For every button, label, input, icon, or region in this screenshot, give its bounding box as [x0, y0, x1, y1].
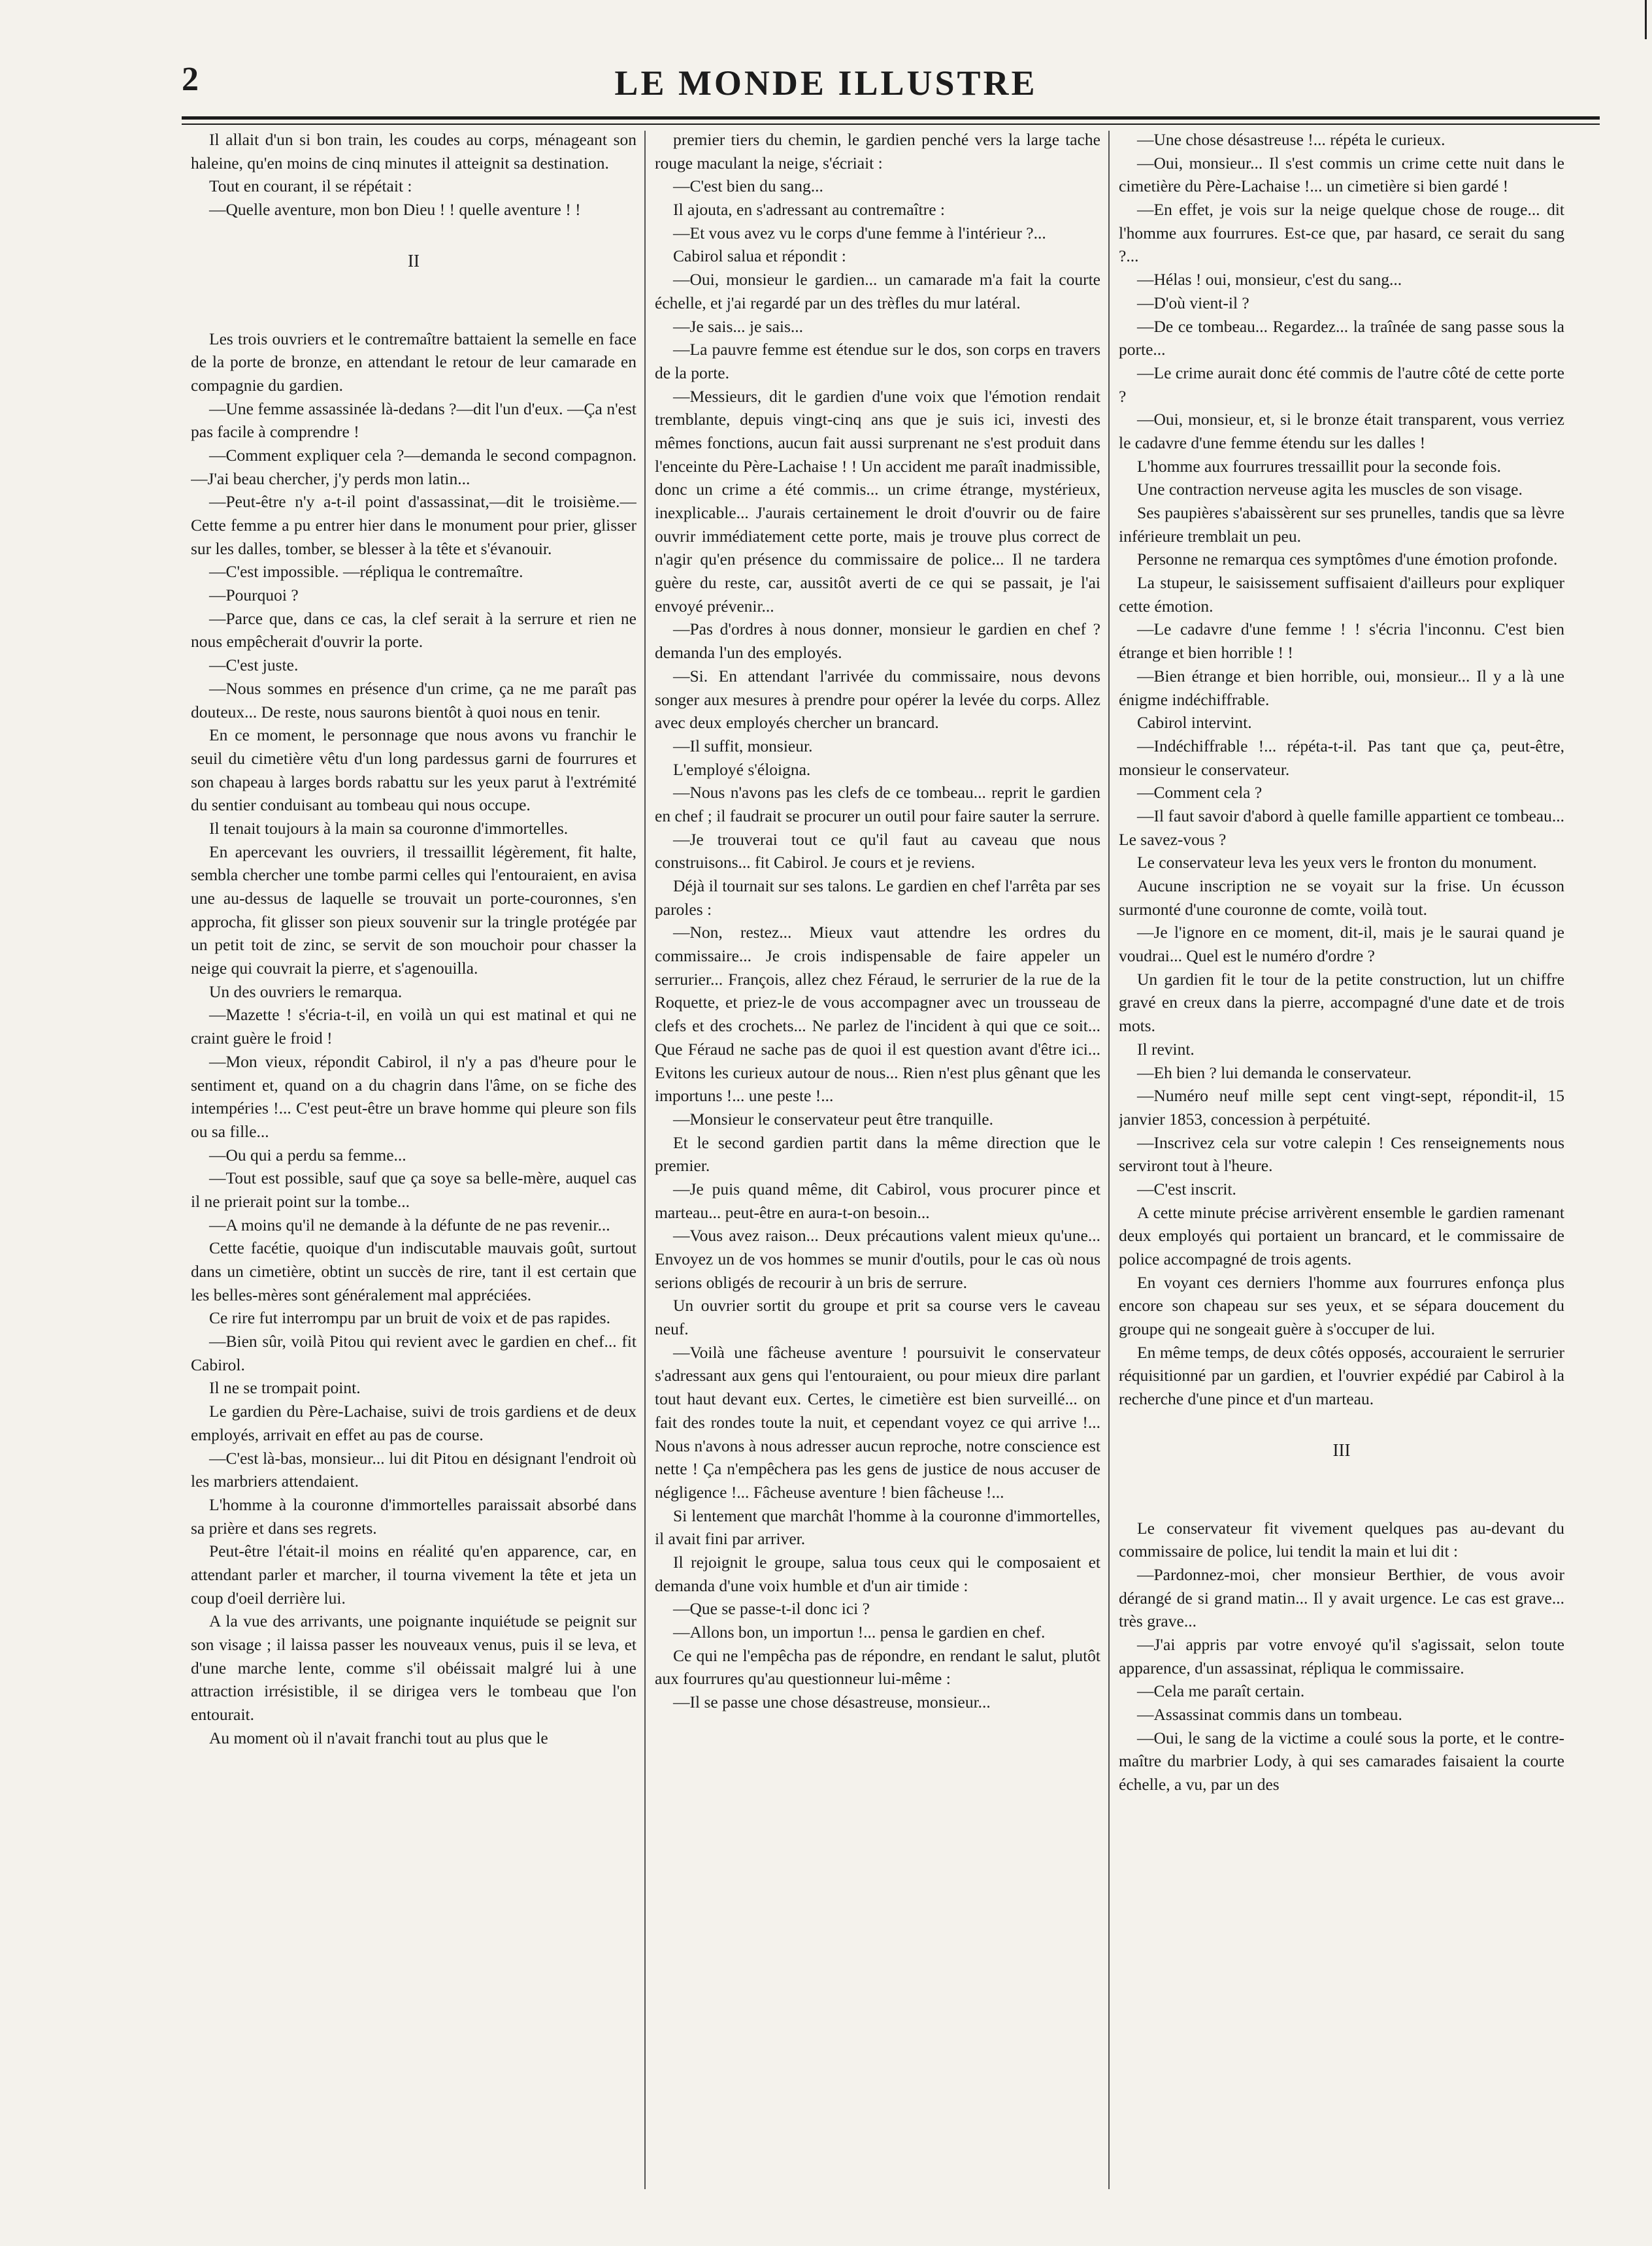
paragraph: —Comment expliquer cela ?—demanda le second compagnon.—J'ai beau chercher, j'y perds mon latin... [191, 445, 636, 488]
paragraph: —Si. En attendant l'arrivée du commissaire, nous devons songer aux mesures à prendre pour opérer la levée du corps. Allez avec deux employés chercher un brancard. [655, 666, 1100, 733]
paragraph: —C'est impossible. —répliqua le contremaître. [209, 562, 523, 582]
paragraph: —Oui, monsieur le gardien... un camarade m'a fait la courte échelle, et j'ai regardé par un des trèfles du mur latéral. [655, 270, 1100, 312]
paragraph: —En effet, je vois sur la neige quelque chose de rouge... dit l'homme aux fourrures. Est-ce que, par hasard, ce serait du sang ?... [1119, 200, 1564, 266]
paragraph: —Pardonnez-moi, cher monsieur Berthier, de vous avoir dérangé de si grand matin... Il y avait urgence. Le cas est grave... très grave... [1119, 1564, 1564, 1631]
paragraph: —Inscrivez cela sur votre calepin ! Ces renseignements nous serviront tout à l'heure. [1119, 1132, 1564, 1176]
section-heading: III [1332, 1440, 1351, 1460]
paragraph: Un ouvrier sortit du groupe et prit sa course vers le caveau neuf. [655, 1296, 1100, 1339]
paragraph: Cabirol salua et répondit : [673, 246, 846, 266]
paragraph: —Eh bien ? lui demanda le conservateur. [1137, 1063, 1412, 1082]
paragraph: —Le cadavre d'une femme ! ! s'écria l'inconnu. C'est bien étrange et bien horrible ! ! [1119, 619, 1564, 663]
page-edge-mark [1625, 0, 1647, 39]
paragraph: —Mon vieux, répondit Cabirol, il n'y a pas d'heure pour le sentiment et, quand on a du chagrin dans l'âme, on se fiche des intempéries !... C'est peut-être un brave homme qui pleure son fils ou sa fille... [191, 1051, 636, 1141]
paragraph: L'homme aux fourrures tressaillit pour la seconde fois. [1137, 456, 1501, 476]
paragraph: L'homme à la couronne d'immortelles paraissait absorbé dans sa prière et dans ses regrets. [191, 1495, 636, 1538]
paragraph: Si lentement que marchât l'homme à la couronne d'immortelles, il avait fini par arriver. [655, 1506, 1100, 1549]
paragraph: La stupeur, le saisissement suffisaient d'ailleurs pour expliquer cette émotion. [1119, 573, 1564, 616]
paragraph: —Nous sommes en présence d'un crime, ça ne me paraît pas douteux... De reste, nous saurons bientôt à quoi nous en tenir. [191, 678, 636, 721]
paragraph: —La pauvre femme est étendue sur le dos, son corps en travers de la porte. [655, 340, 1100, 382]
paragraph: Au moment où il n'avait franchi tout au plus que le [209, 1728, 548, 1747]
paragraph: —Vous avez raison... Deux précautions valent mieux qu'une... Envoyez un de vos hommes se munir d'outils, pour le cas où nous serions obligés de recourir à un bris de serrure. [655, 1226, 1100, 1292]
paragraph: Il ne se trompait point. [209, 1378, 361, 1398]
paragraph: —Une chose désastreuse !... répéta le curieux. [1137, 130, 1446, 149]
paragraph: —Je l'ignore en ce moment, dit-il, mais je le saurai quand je voudrai... Quel est le numéro d'ordre ? [1119, 923, 1564, 966]
paragraph: Déjà il tournait sur ses talons. Le gardien en chef l'arrêta par ses paroles : [655, 876, 1100, 919]
paragraph: —Oui, monsieur... Il s'est commis un crime cette nuit dans le cimetière du Père-Lachaise !... un cimetière si bien gardé ! [1119, 153, 1564, 196]
paragraph: En voyant ces derniers l'homme aux fourrures enfonça plus encore son chapeau sur ses yeux, et se sépara doucement du groupe qui ne songeait guère à s'occuper de lui. [1119, 1272, 1564, 1339]
paragraph: —Je sais... je sais... [673, 316, 804, 336]
page-number: 2 [182, 61, 199, 98]
paragraph: —Il se passe une chose désastreuse, monsieur... [673, 1693, 991, 1712]
paragraph: Le conservateur fit vivement quelques pas au-devant du commissaire de police, lui tendit la main et lui dit : [1119, 1518, 1564, 1561]
paragraph: Il revint. [1137, 1039, 1195, 1059]
paragraph: —A moins qu'il ne demande à la défunte de ne pas revenir... [209, 1215, 610, 1234]
paragraph: Ses paupières s'abaissèrent sur ses prunelles, tandis que sa lèvre inférieure tremblait un peu. [1119, 503, 1564, 546]
paragraph: Et le second gardien partit dans la même direction que le premier. [655, 1132, 1100, 1176]
paragraph: —D'où vient-il ? [1137, 293, 1249, 312]
paragraph: —Bien étrange et bien horrible, oui, monsieur... Il y a là une énigme indéchiffrable. [1119, 666, 1564, 709]
paragraph: —Peut-être n'y a-t-il point d'assassinat,—dit le troisième.—Cette femme a pu entrer hier dans le monument pour prier, glisser sur les dalles, tomber, se blesser à la tête et s'évanouir. [191, 492, 636, 558]
paragraph: —Je puis quand même, dit Cabirol, vous procurer pince et marteau... peut-être en aura-t-on besoin... [655, 1179, 1100, 1222]
paragraph: —Allons bon, un importun !... pensa le gardien en chef. [673, 1623, 1046, 1642]
paragraph: —Parce que, dans ce cas, la clef serait à la serrure et rien ne nous empêcherait d'ouvrir la porte. [191, 608, 636, 652]
paragraph: —Mazette ! s'écria-t-il, en voilà un qui est matinal et qui ne craint guère le froid ! [191, 1005, 636, 1048]
column-divider [1108, 131, 1110, 2189]
paragraph: —Cela me paraît certain. [1137, 1681, 1305, 1701]
paragraph: Le conservateur leva les yeux vers le fronton du monument. [1137, 853, 1537, 872]
paragraph: A la vue des arrivants, une poignante inquiétude se peignit sur son visage ; il laissa passer les nouveaux venus, puis il se leva, et d'une marche lente, comme s'il obéissait malgré lui à une attraction irrésistible, il se dirigea vers le tombeau que l'on entourait. [191, 1611, 636, 1725]
text-column-2 [655, 128, 1100, 2206]
paragraph: Il rejoignit le groupe, salua tous ceux qui le composaient et demanda d'une voix humble et d'un air timide : [655, 1552, 1100, 1595]
paragraph: —Quelle aventure, mon bon Dieu ! ! quelle aventure ! ! [209, 200, 581, 220]
paragraph: Il allait d'un si bon train, les coudes au corps, ménageant son haleine, qu'en moins de cinq minutes il atteignit sa destination. [191, 130, 636, 173]
paragraph: —C'est là-bas, monsieur... lui dit Pitou en désignant l'endroit où les marbriers attendaient. [191, 1448, 636, 1491]
paragraph: —De ce tombeau... Regardez... la traînée de sang passe sous la porte... [1119, 316, 1564, 359]
paragraph: Ce qui ne l'empêcha pas de répondre, en rendant le salut, plutôt aux fourrures qu'au questionneur lui-même : [655, 1645, 1100, 1689]
paragraph: —Il suffit, monsieur. [673, 736, 813, 755]
paragraph: —Oui, le sang de la victime a coulé sous la porte, et le contre-maître du marbrier Lody, à qui ses camarades faisaient la courte échelle, a vu, par un des [1119, 1728, 1564, 1794]
paragraph: Le gardien du Père-Lachaise, suivi de trois gardiens et de deux employés, arrivait en effet au pas de course. [191, 1402, 636, 1444]
column-divider [644, 131, 646, 2189]
paragraph: —Nous n'avons pas les clefs de ce tombeau... reprit le gardien en chef ; il faudrait se procurer un outil pour faire sauter la serrure. [655, 783, 1100, 825]
paragraph: —Une femme assassinée là-dedans ?—dit l'un d'eux. —Ça n'est pas facile à comprendre ! [191, 399, 636, 442]
paragraph: Ce rire fut interrompu par un bruit de voix et de pas rapides. [209, 1308, 610, 1328]
paragraph: —Tout est possible, sauf que ça soye sa belle-mère, auquel cas il ne prierait point sur la tombe... [191, 1168, 636, 1211]
paragraph: —Monsieur le conservateur peut être tranquille. [673, 1109, 993, 1129]
paragraph: Cabirol intervint. [1137, 713, 1252, 733]
paragraph: —Bien sûr, voilà Pitou qui revient avec le gardien en chef... fit Cabirol. [191, 1332, 636, 1374]
paragraph: Personne ne remarqua ces symptômes d'une émotion profonde. [1137, 550, 1558, 569]
paragraph: —C'est bien du sang... [673, 176, 823, 196]
paragraph: —Pas d'ordres à nous donner, monsieur le gardien en chef ? demanda l'un des employés. [655, 619, 1100, 663]
paragraph: Tout en courant, il se répétait : [209, 176, 412, 196]
paragraph: Un des ouvriers le remarqua. [209, 982, 403, 1001]
paragraph: —Voilà une fâcheuse aventure ! poursuivit le conservateur s'adressant aux gens qui l'entouraient, ou pour mieux dire parlant tout haut devant eux. Certes, le cimetière est bien surveillé... on fait des rondes toute la nuit, et cependant voyez ce qui arrive !... Nous n'avons à nous adresser aucun reproche, notre conscience est nette ! Ça n'empêchera pas les gens de justice de nous accuser de négligence !... Fâcheuse aventure ! bien fâcheuse !... [655, 1342, 1100, 1502]
paragraph: —Numéro neuf mille sept cent vingt-sept, répondit-il, 15 janvier 1853, concession à perpétuité. [1119, 1086, 1564, 1129]
paragraph: —Que se passe-t-il donc ici ? [673, 1599, 870, 1619]
paragraph: —Il faut savoir d'abord à quelle famille appartient ce tombeau... Le savez-vous ? [1119, 806, 1564, 849]
paragraph: —Comment cela ? [1137, 783, 1263, 802]
paragraph: En même temps, de deux côtés opposés, accouraient le serrurier réquisitionné par un gardien, et l'ouvrier expédié par Cabirol à la recherche d'une pince et d'un marteau. [1119, 1342, 1564, 1409]
paragraph: Il ajouta, en s'adressant au contremaître : [673, 200, 945, 220]
text-column-1 [191, 128, 636, 2206]
paragraph: Il tenait toujours à la main sa couronne d'immortelles. [209, 818, 569, 838]
paragraph: premier tiers du chemin, le gardien penché vers la large tache rouge maculant la neige, s'écriait : [655, 130, 1100, 173]
paragraph: Aucune inscription ne se voyait sur la frise. Un écusson surmonté d'une couronne de comte, voilà tout. [1119, 876, 1564, 919]
paragraph: En ce moment, le personnage que nous avons vu franchir le seuil du cimetière vêtu d'un long pardessus garni de fourrures et son chapeau à larges bords rabattu sur les yeux parut à l'extrémité du sentier conduisant au tombeau qui nous occupe. [191, 725, 636, 815]
paragraph: Cette facétie, quoique d'un indiscutable mauvais goût, surtout dans un cimetière, obtint un succès de rire, tant il est certain que les belles-mères sont généralement mal appréciées. [191, 1238, 636, 1304]
paragraph: L'employé s'éloigna. [673, 759, 811, 779]
section-heading: II [408, 250, 420, 271]
paragraph: —Assassinat commis dans un tombeau. [1137, 1705, 1402, 1725]
paragraph: A cette minute précise arrivèrent ensemble le gardien ramenant deux employés qui portaient un brancard, et le commissaire de police accompagné de trois agents. [1119, 1202, 1564, 1268]
paragraph: Un gardien fit le tour de la petite construction, lut un chiffre gravé en creux dans la pierre, accompagné d'une date et de trois mots. [1119, 969, 1564, 1036]
paragraph: —C'est inscrit. [1137, 1179, 1236, 1198]
paragraph: —J'ai appris par votre envoyé qu'il s'agissait, selon toute apparence, d'un assassinat, répliqua le commissaire. [1119, 1635, 1564, 1677]
masthead-title: LE MONDE ILLUSTRE [614, 63, 1038, 103]
paragraph: —Non, restez... Mieux vaut attendre les ordres du commissaire... Je crois indispensable de faire appeler un serrurier... François, allez chez Féraud, le serrurier de la rue de la Roquette, et priez-le de vous accompagner avec un trousseau de clefs et des crochets... Ne parlez de l'incident à qui que ce soit... Que Féraud ne sache pas de quoi il est question avant d'être ici... Evitons les curieux autour de nous... Rien n'est plus gênant que les importuns !... une peste !... [655, 923, 1100, 1106]
paragraph: —Pourquoi ? [209, 586, 299, 605]
paragraph: —C'est juste. [209, 655, 299, 675]
paragraph: Peut-être l'était-il moins en réalité qu'en apparence, car, en attendant parler et marcher, il tourna vivement la tête et jeta un coup d'oeil derrière lui. [191, 1542, 636, 1608]
paragraph: Les trois ouvriers et le contremaître battaient la semelle en face de la porte de bronze, en attendant le retour de leur camarade en compagnie du gardien. [191, 329, 636, 395]
text-column-3 [1119, 128, 1564, 2206]
paragraph: En apercevant les ouvriers, il tressaillit légèrement, fit halte, sembla chercher une tombe parmi celles qui l'entouraient, en avisa une au-dessus de laquelle se trouvait un porte-couronnes, s'en approcha, fit glisser son pieux souvenir sur la tringle protégée par un petit toit de zinc, se servit de son mouchoir pour chasser la neige qui couvrait la pierre, et s'agenouilla. [191, 842, 636, 978]
paragraph: —Et vous avez vu le corps d'une femme à l'intérieur ?... [673, 223, 1046, 242]
paragraph: —Le crime aurait donc été commis de l'autre côté de cette porte ? [1119, 363, 1564, 406]
paragraph: —Oui, monsieur, et, si le bronze était transparent, vous verriez le cadavre d'une femme étendu sur les dalles ! [1119, 410, 1564, 452]
paragraph: —Indéchiffrable !... répéta-t-il. Pas tant que ça, peut-être, monsieur le conservateur. [1119, 736, 1564, 779]
paragraph: —Messieurs, dit le gardien d'une voix que l'émotion rendait tremblante, depuis vingt-cinq ans que je suis ici, investi des mêmes fonctions, aucun fait aussi surprenant ne s'est produit dans l'enceinte du Père-Lachaise ! ! Un accident me paraît inadmissible, donc un crime a été commis... un crime étrange, mystérieux, inexplicable... J'aurais certainement le droit d'ouvrir ou de faire ouvrir immédiatement cette porte, mais je trouve plus correct de n'agir qu'en présence du commissaire de police... Il ne tardera guère du reste, car, aussitôt averti de ce qui se passait, je l'ai envoyé prévenir... [655, 386, 1100, 616]
paragraph: —Je trouverai tout ce qu'il faut au caveau que nous construisons... fit Cabirol. Je cours et je reviens. [655, 829, 1100, 872]
paragraph: —Ou qui a perdu sa femme... [209, 1145, 406, 1164]
masthead-rule-thick [182, 116, 1600, 120]
masthead-rule-thin [182, 124, 1600, 125]
paragraph: —Hélas ! oui, monsieur, c'est du sang... [1137, 270, 1402, 289]
paragraph: Une contraction nerveuse agita les muscles de son visage. [1137, 480, 1523, 499]
